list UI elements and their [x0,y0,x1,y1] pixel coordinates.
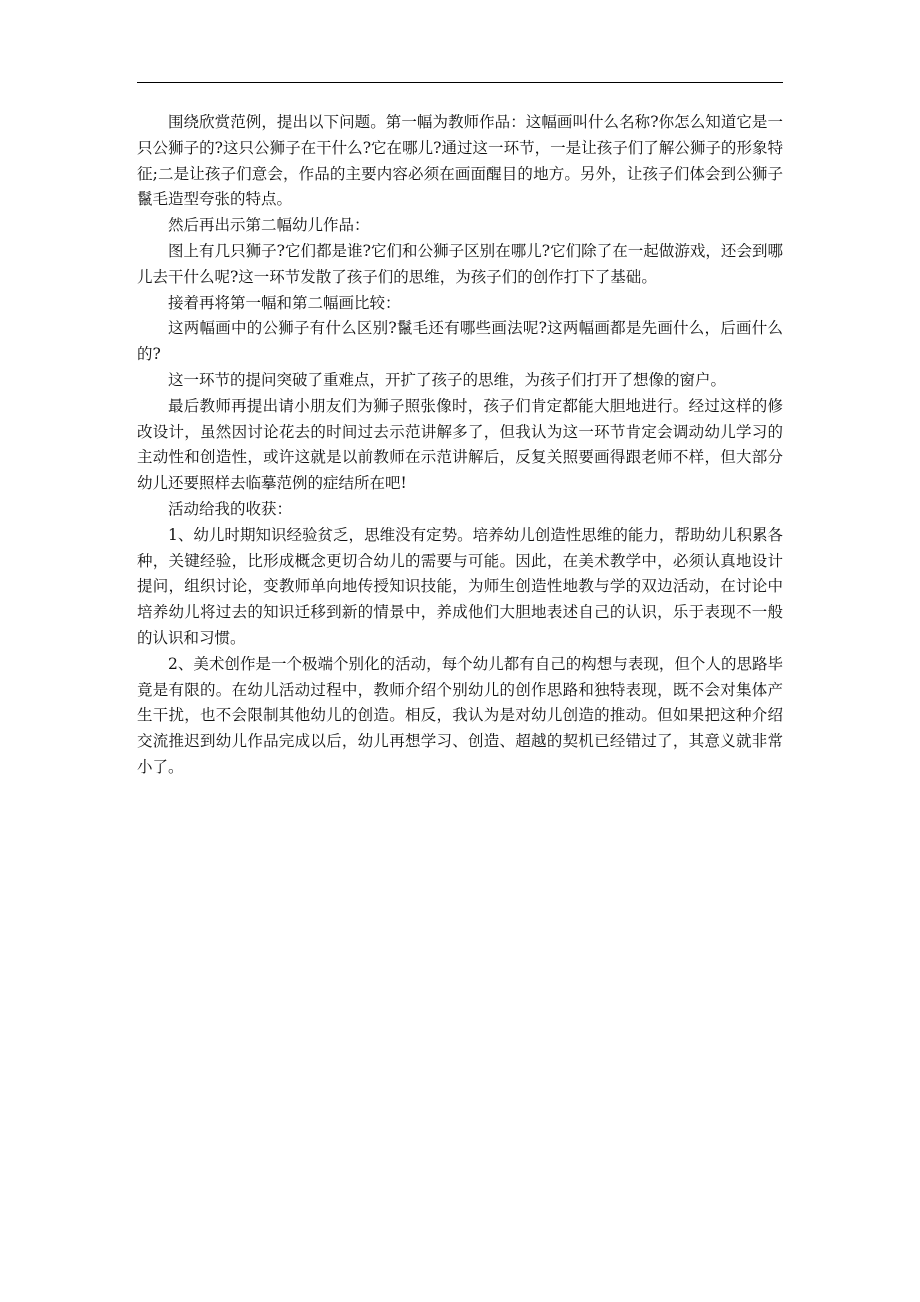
paragraph: 2、美术创作是一个极端个别化的活动，每个幼儿都有自己的构想与表现，但个人的思路毕竟是有限的。在幼儿活动过程中，教师介绍个别幼儿的创作思路和独特表现，既不会对集体产生干扰，也不会限制其他幼儿的创造。相反，我认为是对幼儿创造的推动。但如果把这种介绍交流推迟到幼儿作品完成以后，幼儿再想学习、创造、超越的契机已经错过了，其意义就非常小了。 [137,654,783,776]
paragraph: 接着再将第一幅和第二幅画比较： [168,293,401,312]
paragraph: 活动给我的收获： [168,499,293,518]
paragraph: 然后再出示第二幅幼儿作品： [168,216,370,235]
paragraph: 1、幼儿时期知识经验贫乏，思维没有定势。培养幼儿创造性思维的能力，帮助幼儿积累各种，关键经验，比形成概念更切合幼儿的需要与可能。因此，在美术教学中，必须认真地设计提问，组织讨论，变教师单向地传授知识技能，为师生创造性地教与学的双边活动，在讨论中培养幼儿将过去的知识迁移到新的情景中，养成他们大胆地表述自己的认识，乐于表现不一般的认识和习惯。 [137,525,783,647]
document-body [137,110,783,781]
header-rule [137,82,783,83]
paragraph: 这一环节的提问突破了重难点，开扩了孩子的思维，为孩子们打开了想像的窗户。 [168,370,727,389]
paragraph: 最后教师再提出请小朋友们为狮子照张像时，孩子们肯定都能大胆地进行。经过这样的修改设计，虽然因讨论花去的时间过去示范讲解多了，但我认为这一环节肯定会调动幼儿学习的主动性和创造性，或许这就是以前教师在示范讲解后，反复关照要画得跟老师不样，但大部分幼儿还要照样去临摹范例的症结所在吧! [137,396,783,493]
paragraph: 这两幅画中的公狮子有什么区别?鬣毛还有哪些画法呢?这两幅画都是先画什么，后画什么的? [137,319,783,364]
paragraph: 图上有几只狮子?它们都是谁?它们和公狮子区别在哪儿?它们除了在一起做游戏，还会到哪儿去干什么呢?这一环节发散了孩子们的思维，为孩子们的创作打下了基础。 [137,241,783,286]
paragraph: 围绕欣赏范例，提出以下问题。第一幅为教师作品：这幅画叫什么名称?你怎么知道它是一只公狮子的?这只公狮子在干什么?它在哪儿?通过这一环节，一是让孩子们了解公狮子的形象特征;二是让孩子们意会，作品的主要内容必须在画面醒目的地方。另外，让孩子们体会到公狮子鬣毛造型夸张的特点。 [137,113,783,209]
